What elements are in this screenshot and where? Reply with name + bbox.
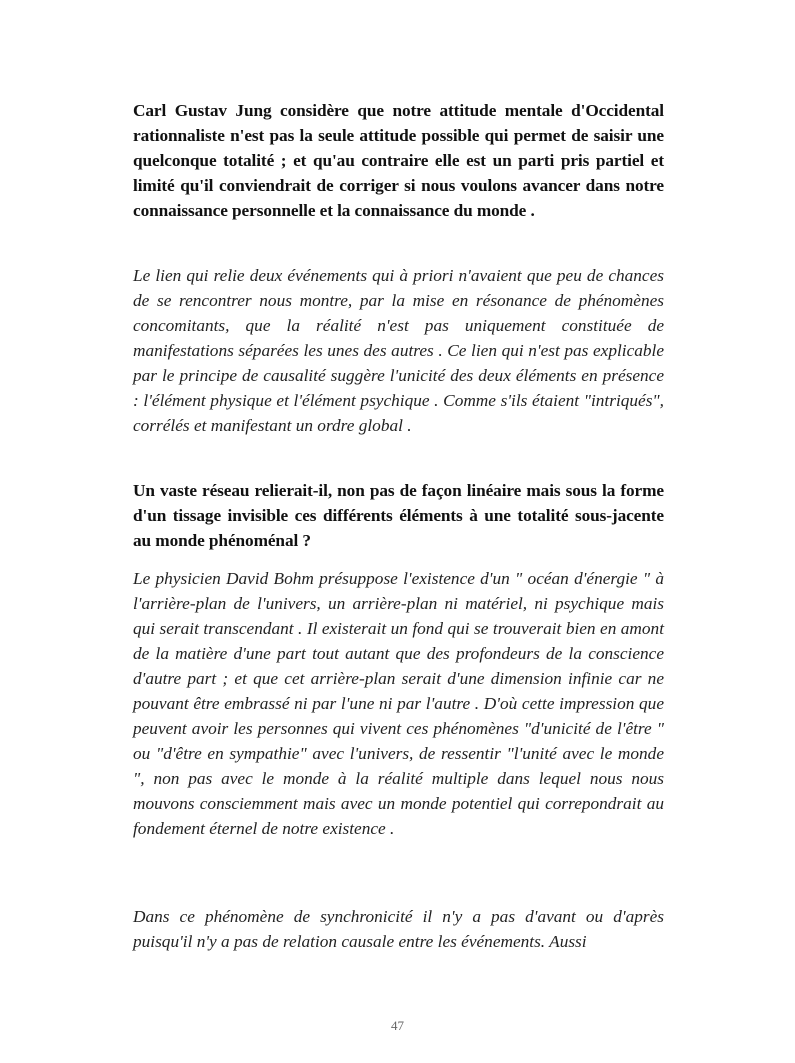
page-number: 47 <box>391 1018 404 1033</box>
paragraph-vaste-reseau: Un vaste réseau relierait-il, non pas de façon linéaire mais sous la forme d'un tissage invisible ces différents éléments à une totalité sous-jacente au monde phénoménal ? <box>133 481 664 550</box>
paragraph-david-bohm: Le physicien David Bohm présuppose l'existence d'un " océan d'énergie " à l'arrière-plan de l'univers, un arrière-plan ni matériel, ni psychique mais qui serait transcendant . Il existerait un fond qui se trouverait bien en amont de la matière d'une part tout autant que des profondeurs de la conscience d'autre part ; et que cet arrière-plan serait d'une dimension infinie car ne pouvant être embrassé ni par l'une ni par l'autre . D'où cette impression que peuvent avoir les personnes qui vivent ces phénomènes "d'unicité de l'être " ou "d'être en sympathie" avec l'univers, de ressentir "l'unité avec le monde ", non pas avec le monde à la réalité multiple dans lequel nous nous mouvons consciemment mais avec un monde potentiel qui correpondrait au fondement éternel de notre existence . <box>133 569 664 838</box>
paragraph-lien-evenements: Le lien qui relie deux événements qui à priori n'avaient que peu de chances de se rencontrer nous montre, par la mise en résonance de phénomènes concomitants, que la réalité n'est pas uniquement constituée de manifestations séparées les unes des autres . Ce lien qui n'est pas explicable par le principe de causalité suggère l'unicité des deux éléments en présence : l'élément physique et l'élément psychique . Comme s'ils étaient "intriqués", corrélés et manifestant un ordre global . <box>133 266 664 435</box>
paragraph-jung-attitude: Carl Gustav Jung considère que notre attitude mentale d'Occidental rationnaliste n'est pas la seule attitude possible qui permet de saisir une quelconque totalité ; et qu'au contraire elle est un parti pris partiel et limité qu'il conviendrait de corriger si nous voulons avancer dans notre connaissance personnelle et la connaissance du monde . <box>133 101 664 220</box>
paragraph-synchronicite: Dans ce phénomène de synchronicité il n'y a pas d'avant ou d'après puisqu'il n'y a pas de relation causale entre les événements. Aussi <box>133 907 664 951</box>
